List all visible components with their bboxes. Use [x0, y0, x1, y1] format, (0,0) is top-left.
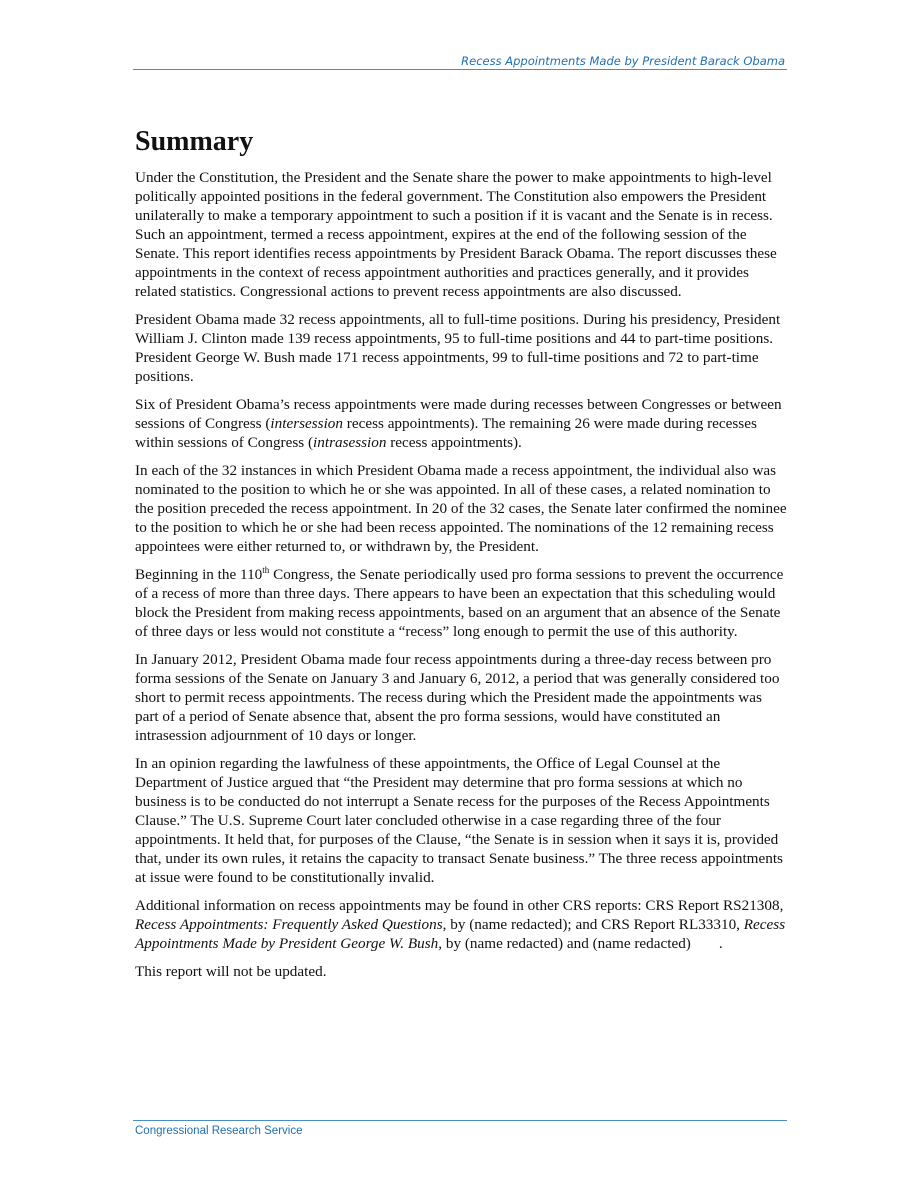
header-rule: [133, 69, 787, 70]
text-run: Congress, the Senate periodically used pro forma sessions to prevent the occurrence of a recess of more than three days. There appears to have been an expectation that this scheduling would block the President from making recess appointments, based on an argument that an absence of the Senate of three days or less would not constitute a “recess” long enough to permit the use of this authority.: [135, 566, 784, 640]
report-title: Recess Appointments: Frequently Asked Questions: [135, 916, 443, 933]
text-run: Additional information on recess appointments may be found in other CRS reports: CRS Report RS21308,: [135, 897, 784, 914]
text-run: Beginning in the 110: [135, 566, 263, 583]
footer-publisher: Congressional Research Service: [135, 1125, 303, 1137]
running-header: Recess Appointments Made by President Barack Obama: [461, 54, 785, 68]
text-run: .: [718, 935, 723, 952]
paragraph-january-2012: In January 2012, President Obama made four recess appointments during a three-day recess between pro forma sessions of the Senate on January 3 and January 6, 2012, a period that was generally considered too short to permit recess appointments. The recess during which the President made the appointments was part of a period of Senate absence that, absent the pro forma sessions, would have constituted an intrasession adjournment of 10 days or longer.: [135, 651, 780, 744]
section-title: Summary: [135, 126, 254, 157]
paragraph-session-types: [135, 395, 787, 452]
paragraph-pro-forma: [135, 565, 787, 641]
summary-body: [135, 168, 787, 990]
text-run: Six of President Obama’s recess appointments were made during recesses between Congresses or between sessions of Congress (: [135, 396, 782, 432]
report-title: Recess Appointments Made by President George W. Bush: [135, 916, 786, 952]
paragraph-appointment-counts: President Obama made 32 recess appointments, all to full-time positions. During his presidency, President William J. Clinton made 139 recess appointments, 95 to full-time positions and 44 to part-time positions. President George W. Bush made 171 recess appointments, 99 to full-time positions and 72 to part-time positions.: [135, 311, 781, 385]
paragraph-intro: Under the Constitution, the President and the Senate share the power to make appointments to high-level politically appointed positions in the federal government. The Constitution also empowers the President unilaterally to make a temporary appointment to such a position if it is vacant and the Senate is in recess. Such an appointment, termed a recess appointment, expires at the end of the following session of the Senate. This report identifies recess appointments by President Barack Obama. The report discusses these appointments in the context of recess appointment authorities and practices generally, and it provides related statistics. Congressional actions to prevent recess appointments are also discussed.: [135, 169, 777, 300]
paragraph-additional-info: [135, 896, 787, 953]
ordinal-suffix: th: [262, 565, 270, 575]
paragraph-nominations: In each of the 32 instances in which President Obama made a recess appointment, the individual also was nominated to the position to which he or she was appointed. In all of these cases, a related nomination to the position preceded the recess appointment. In 20 of the 32 cases, the Senate later confirmed the nominee to the position to which he or she had been recess appointed. The nominations of the 12 remaining recess appointees were either returned to, or withdrawn by, the President.: [135, 462, 787, 555]
text-run: , by (name redacted); and CRS Report RL33310,: [442, 916, 744, 933]
paragraph-legal-opinion: In an opinion regarding the lawfulness of these appointments, the Office of Legal Counsel at the Department of Justice argued that “the President may determine that pro forma sessions at which no business is to be conducted do not interrupt a Senate recess for the purposes of the Recess Appointments Clause.” The U.S. Supreme Court later concluded otherwise in a case regarding three of the four appointments. It held that, for purposes of the Clause, “the Senate is in session when it says it is, provided that, under its own rules, it retains the capacity to transact Senate business.” The three recess appointments at issue were found to be constitutionally invalid.: [135, 755, 783, 886]
text-run: recess appointments).: [386, 434, 522, 451]
footer-rule: [133, 1120, 787, 1121]
paragraph-update-note: This report will not be updated.: [135, 963, 327, 980]
text-run: recess appointments). The remaining 26 were made during recesses within sessions of Congress (: [135, 415, 757, 451]
italic-term: intrasession: [313, 434, 387, 451]
italic-term: intersession: [270, 415, 343, 432]
text-run: , by (name redacted) and (name redacted): [438, 935, 691, 952]
